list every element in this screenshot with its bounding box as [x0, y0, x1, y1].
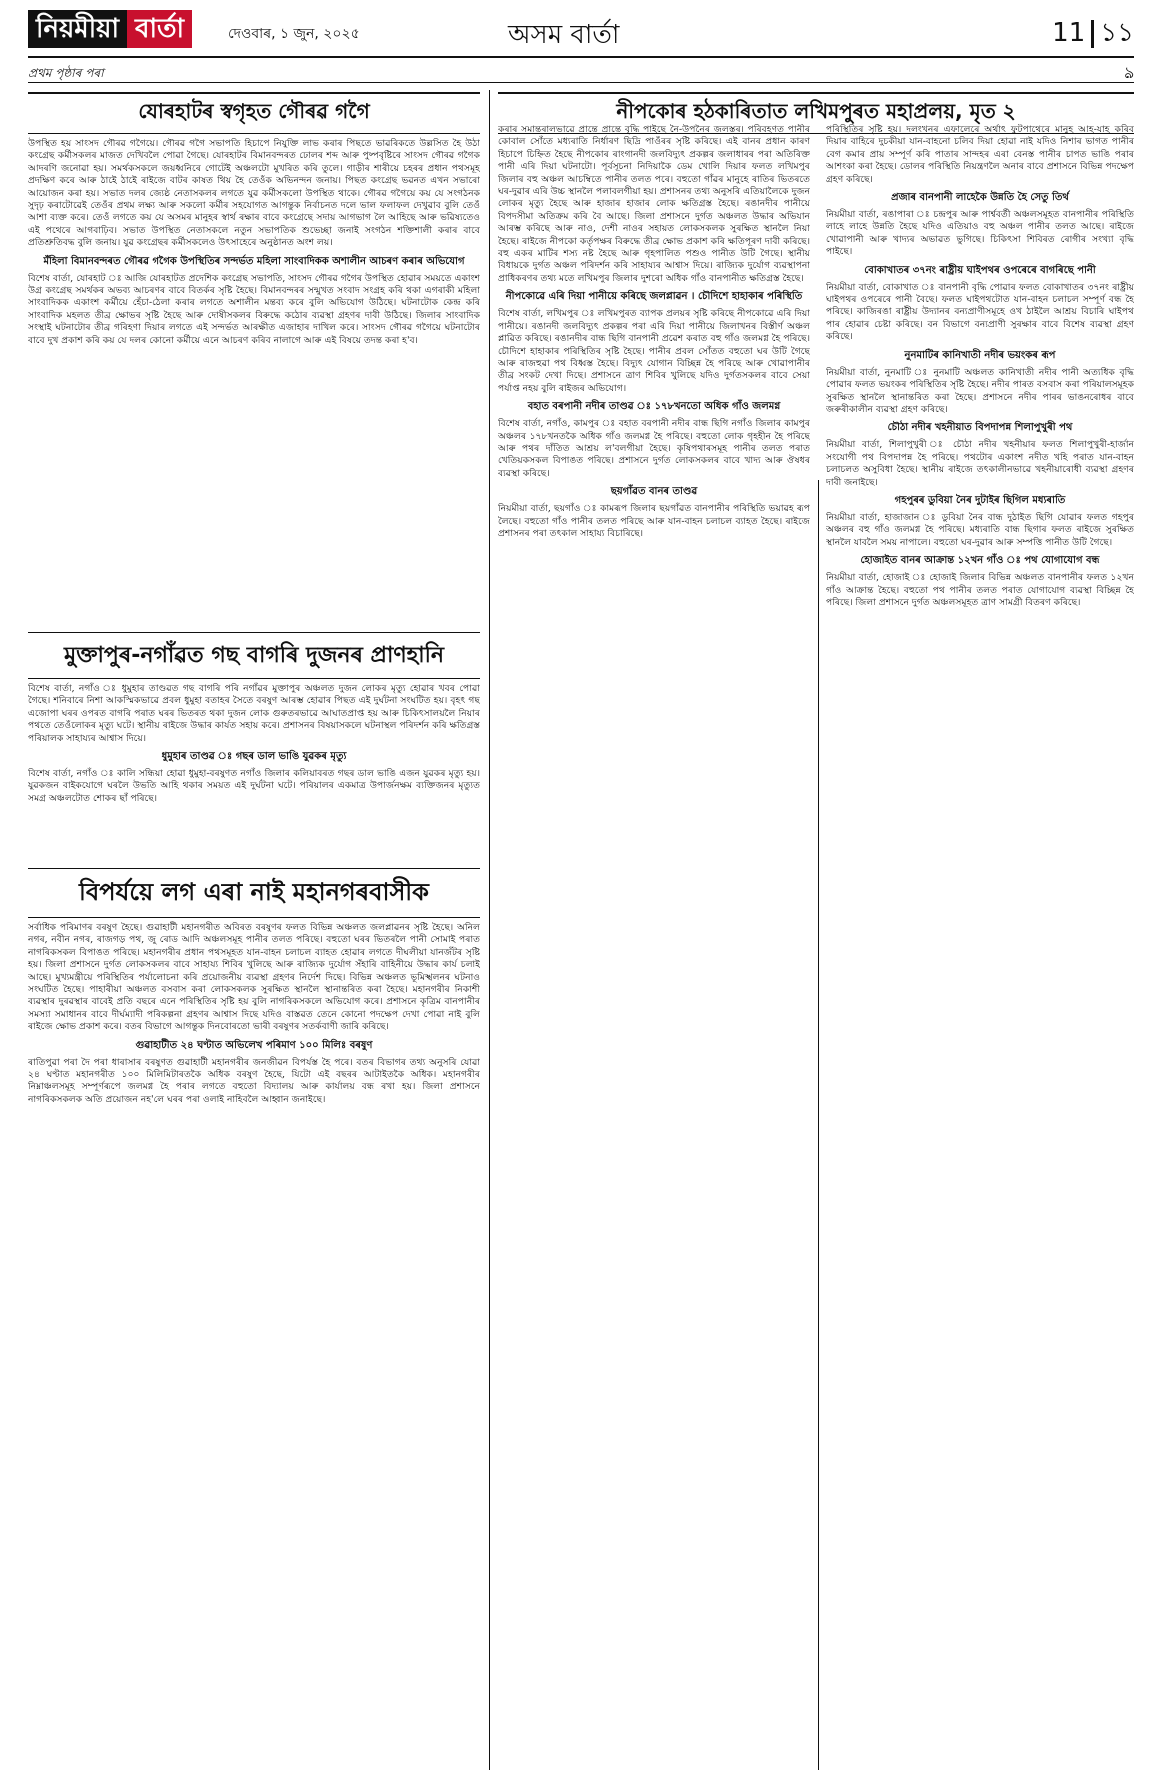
- article-body-2: নিয়মীয়া বাৰ্তা, ৰঙাপাৰা ঃ চন্দ্ৰপুৰ আৰু পাৰ্শ্ববৰ্তী অঞ্চলসমূহত বানপানীৰ পৰিস্থিতি লাহে লাহে উন্নতি হৈছে যদিও এতিয়াও বহু অঞ্চল পানীৰ তলত আছে। ৰাইজে খোৱাপানী আৰু খাদ্যৰ অভাৱত ভুগিছে। চিকিৎসা শিবিৰত ৰোগীৰ সংখ্যা বৃদ্ধি পাইছে।: [826, 209, 1134, 258]
- subheadline: প্ৰজাৰ বানপানী লাহেকৈ উন্নতি হৈ সেতু তিৰ্থ: [891, 192, 1069, 204]
- subheadline: মঁহিলা বিমানবন্দৰত গৌৰৱ গগৈক উপস্থিতিৰ সন্দৰ্ভত মহিলা সাংবাদিকক অশালীন আচৰণ কৰাৰ অভিযোগ: [43, 255, 465, 267]
- subheadline-2: বহাত বৰপানী নদীৰ তাণ্ডৱ ঃ ১৭৮খনতো অধিক গাঁও জলমগ্ন: [527, 401, 781, 413]
- article-gaurav: [28, 92, 480, 627]
- article-body-3: বিশেষ বাৰ্তা, নগাঁও, কামপুৰ ঃ বহাত বৰপানী নদীৰ বান্ধ ছিগি নগাঁও জিলাৰ কামপুৰ অঞ্চলৰ ১৭৮খনতকৈ অধিক গাঁও জলমগ্ন হৈ পৰিছে। বহুতো লোক গৃহহীন হৈ পৰিছে আৰু পথৰ দাঁতিত আশ্ৰয় ল'বলগীয়া হৈছে। কৃষিপথাৰসমূহ পানীৰ তলত পৰাত খেতিয়কসকল বিপাঙত পৰিছে। প্ৰশাসনে দুৰ্গত লোকসকলৰ বাবে খাদ্য আৰু ঔষধৰ ব্যৱস্থা কৰিছে।: [498, 418, 810, 479]
- article-body-2: ৰাতিপুৱা পৰা দৈ পৰা ধাৰাসাৰ বৰষুণত গুৱাহাটী মহানগৰীৰ জনজীৱন বিপৰ্যস্ত হৈ পৰে। বতৰ বিভাগৰ তথ্য অনুসৰি যোৱা ২৪ ঘণ্টাত মহানগৰীত ১০০ মিলিমিটাৰতকৈ অধিক বৰষুণ হৈছে, যিটো এই বছৰৰ আটাইতকৈ অধিক। মহানগৰীৰ নিম্নাঞ্চলসমূহ সম্পূৰ্ণৰূপে জলমগ্ন হৈ পৰাৰ লগতে বহুতো বিদ্যালয় আৰু কাৰ্যালয় বন্ধ ৰখা হয়। জিলা প্ৰশাসনে নাগৰিকসকলক অতি প্ৰয়োজন নহ'লে ঘৰৰ পৰা ওলাই নাহিবলৈ আহ্বান জনাইছে।: [28, 1056, 480, 1105]
- continuation-label: প্ৰথম পৃষ্ঠাৰ পৰা: [28, 66, 104, 80]
- article-body-6: নিয়মীয়া বাৰ্তা, হাজাজান ঃ ডুবিয়া নৈৰ বান্ধ দুঠাইত ছিগি যোৱাৰ ফলত গহপুৰ অঞ্চলৰ বহু গাঁও জলমগ্ন হৈ পৰিছে। মধ্যৰাতি বান্ধ ছিগাৰ ফলত ৰাইজে সুৰক্ষিত স্থানলৈ যাবলৈ সময় নাপালে। বহুতো ঘৰ-দুৱাৰ আৰু সম্পত্তি পানীত উটি গৈছে।: [826, 511, 1134, 548]
- article-body: কৰাৰ সমান্তৰালভাৱে প্ৰান্তে প্ৰান্তে বৃদ্ধি পাইছে নৈ-উপনৈৰ জলস্তৰ। পৰিবহণত পানীৰ কোবাল সোঁতে মধ্যৰাতি নিৰ্ধাৰণ ছিদ্ৰি পাওঁৰৰ সৃষ্টি কৰিছে। এই বানৰ প্ৰধান কাৰণ হিচাপে চিহ্নিত হৈছে নীপকোৰ ৰাংগানদী জলবিদ্যুৎ প্ৰকল্পৰ জলাধাৰৰ পৰা অতিৰিক্ত পানী এৰি দিয়া ঘটনাটো। পূৰ্বসূচনা নিদিয়াকৈ ডেম খোলি দিয়াৰ ফলত লখিমপুৰ জিলাৰ বহু অঞ্চল আচম্বিতে পানীৰ তলত পৰে। বহুতো গাঁৱৰ মানুহে ৰাতিৰ ভিতৰতে ঘৰ-দুৱাৰ এৰি উচ্চ স্থানলৈ পলাবলগীয়া হয়। প্ৰশাসনৰ তথ্য অনুসৰি এতিয়ালৈকে দুজন লোকৰ মৃত্যু হৈছে আৰু হাজাৰ হাজাৰ লোক ক্ষতিগ্ৰস্ত হৈছে। ৰঙানদীৰ পানীয়ে বিপদসীমা অতিক্ৰম কৰি বৈ আছে। জিলা প্ৰশাসনে দুৰ্গত অঞ্চলত উদ্ধাৰ অভিযান আৰম্ভ কৰিছে আৰু নাও, দেশী নাওৰ সহায়ত লোকসকলক সুৰক্ষিত স্থানলৈ নিয়া হৈছে। ৰাইজে নীপকো কৰ্তৃপক্ষৰ বিৰুদ্ধে তীব্ৰ ক্ষোভ প্ৰকাশ কৰি ক্ষতিপূৰণ দাবী কৰিছে। বহু একৰ মাটিৰ শস্য নষ্ট হৈছে আৰু গৃহপালিত পশুও পানীত উটি গৈছে। স্থানীয় বিধায়কে দুৰ্গত অঞ্চল পৰিদৰ্শন কৰি সাহায্যৰ আশ্বাস দিয়ে। ৰাজ্যিক দুৰ্যোগ ব্যৱস্থাপনা প্ৰাধিকৰণৰ তথ্য মতে লখিমপুৰ জিলাৰ দুশৰো অধিক গাঁও বানপানীত ক্ষতিগ্ৰস্ত হৈছে।: [498, 124, 810, 284]
- page-number: [1052, 12, 1134, 56]
- subheadline: গুৱাহাটীত ২৪ ঘণ্টাত অভিলেখ পৰিমাণ ১০০ মিলিঃ বৰষুণ: [135, 1039, 373, 1051]
- headline: মুক্তাপুৰ-নগাঁৱত গছ বাগৰি দুজনৰ প্ৰাণহানি: [28, 638, 480, 679]
- masthead-rule: [28, 56, 1134, 58]
- article-body-5: নিয়মীয়া বাৰ্তা, শিলাপুখুৰী ঃ চৌঠা নদীৰ খহনীয়াৰ ফলত শিলাপুখুৰী-হাৰ্জান সংযোগী পথ বিপদাপন্ন হৈ পৰিছে। পথটোৰ একাংশ নদীত খহি পৰাত যান-বাহন চলাচলত অসুবিধা হৈছে। স্থানীয় ৰাইজে তৎকালীনভাৱে খহনীয়াৰোধী ব্যৱস্থা গ্ৰহণৰ দাবী জনাইছে।: [826, 439, 1134, 488]
- right-column-news: [826, 124, 1134, 1769]
- article-body: উপস্থিত হয় সাংসদ গৌৰৱ গগৈয়ে। গৌৰৱ গগৈ সভাপতি হিচাপে নিযুক্তি লাভ কৰাৰ পিছতে ভাৱৰিকতে উল্লসিত হৈ উঠা কংগ্ৰেছ কৰ্মীসকলৰ মাজত দেখিবলৈ পোৱা গৈছে। যোৰহাটৰ বিমানবন্দৰত ঢোলৰ শব্দ আৰু পুষ্পবৃষ্টিৰে সাংসদ গৌৰৱ গগৈক আদৰণি জনোৱা হয়। সমৰ্থকসকলে জয়ধ্বনিৰে গোটেই অঞ্চলটো মুখৰিত কৰি তুলে। গাড়ীৰ শাৰীয়ে চহৰৰ প্ৰধান পথসমূহ প্ৰদক্ষিণ কৰে আৰু ঠাইে ঠাইে ৰাইজে বাটৰ কাষত থিয় হৈ তেওঁক অভিনন্দন জনায়। পিছত কংগ্ৰেছ ভৱনত এখন সভাৰো আয়োজন কৰা হয়। সভাত দলৰ জ্যেষ্ঠ নেতাসকলৰ লগতে যুৱ কৰ্মীসকলো উপস্থিত থাকে। গৌৰৱ গগৈয়ে কয় যে সংগঠনক সুদৃঢ় কৰাটোৱেই তেওঁৰ প্ৰথম লক্ষ্য আৰু সকলো কৰ্মীৰ সহযোগত আগন্তুক নিৰ্বাচনত দলে ভাল ফলাফল দেখুৱাব বুলি তেওঁ আশা ব্যক্ত কৰে। তেওঁ লগতে কয় যে অসমৰ মানুহৰ স্বাৰ্থ ৰক্ষাৰ বাবে কংগ্ৰেছে সদায় আগভাগ লৈ আহিছে আৰু ভৱিষ্যতেও এই পথেৰে আগবাঢ়িব। সভাত উপস্থিত নেতাসকলে নতুন সভাপতিক শুভেচ্ছা জনাই সংগঠন শক্তিশালী কৰাৰ বাবে প্ৰতিশ্ৰুতিবদ্ধ বুলি জনায়। যুৱ কংগ্ৰেছৰ কৰ্মীসকলেও উৎসাহেৰে অনুষ্ঠানত অংশ লয়।: [28, 138, 480, 249]
- subheadline-4: চৌঠা নদীৰ খহনীয়াত বিপদাপন্ন শিলাপুখুৰী পথ: [887, 422, 1073, 434]
- headline: নীপকোৰ হঠকাৰিতাত লখিমপুৰত মহাপ্ৰলয়, মৃত ২: [498, 92, 1134, 134]
- subheadline: ধুমুহাৰ তাণ্ডৱ ঃ গছৰ ডাল ভাঙি যুৱকৰ মৃত্যু: [161, 751, 347, 763]
- article-divider: [28, 868, 480, 869]
- subheadline-2: বোকাখাতৰ ৩৭নং ৰাষ্ট্ৰীয় ঘাইপথৰ ওপৰেৰে বাগৰিছে পানী: [864, 264, 1096, 276]
- page-number-divider: [1091, 20, 1094, 48]
- article-body-4: নিয়মীয়া বাৰ্তা, ছয়গাঁও ঃ কামৰূপ জিলাৰ ছয়গাঁৱত বানপানীৰ পৰিস্থিতি ভয়াৱহ ৰূপ লৈছে। বহুতো গাঁও পানীৰ তলত পৰিছে আৰু যান-বাহন চলাচল ব্যাহত হৈছে। ৰাইজে প্ৰশাসনৰ পৰা তৎকাল সাহায্য বিচাৰিছে।: [498, 503, 810, 539]
- masthead: [28, 8, 1134, 52]
- continuation-line: [28, 62, 1134, 83]
- article-body-2: বিশেষ বাৰ্তা, নগাঁও ঃ কালি সন্ধিয়া হোৱা ধুমুহা-বৰষুণত নগাঁও জিলাৰ কলিয়াবৰত গছৰ ডাল ভাঙি এজন যুৱকৰ মৃত্যু হয়। যুৱকজন বাইকযোগে ঘৰলৈ উভতি আহি থকাৰ সময়ত এই দুৰ্ঘটনা ঘটে। পৰিয়ালৰ একমাত্ৰ উপাৰ্জনক্ষম ব্যক্তিজনৰ মৃত্যুত সমগ্ৰ অঞ্চলটোত শোকৰ ছাঁ পৰিছে।: [28, 768, 480, 804]
- subheadline-5: গহপুৰৰ ডুবিয়া নৈৰ দুটাইৰ ছিগিল মধ্যৰাতি: [894, 494, 1066, 506]
- column-divider: [489, 90, 490, 1770]
- headline: বিপৰ্যয়ে লগ এৰা নাই মহানগৰবাসীক: [28, 874, 480, 918]
- ornament-icon: ঌ: [1124, 63, 1134, 82]
- article-body-4: নিয়মীয়া বাৰ্তা, নুনমাটি ঃ নুনমাটি অঞ্চলত কানিখাতী নদীৰ পানী অত্যধিক বৃদ্ধি পোৱাৰ ফলত ভয়ংকৰ পৰিস্থিতিৰ সৃষ্টি হৈছে। নদীৰ পাৰত বসবাস কৰা পৰিয়ালসমূহক সুৰক্ষিত স্থানলৈ স্থানান্তৰিত কৰা হৈছে। প্ৰশাসনে নদীৰ পাৰৰ ভাঙনৰোধৰ বাবে জৰুৰীকালীন ব্যৱস্থা গ্ৰহণ কৰিছে।: [826, 366, 1134, 415]
- article-body: বিশেষ বাৰ্তা, নগাঁও ঃ ধুমুহাৰ তাণ্ডৱত গছ বাগৰি পৰি নগাঁৱৰ মুক্তাপুৰ অঞ্চলত দুজন লোকৰ মৃত্যু হোৱাৰ খবৰ পোৱা গৈছে। শনিবাৰে নিশা আকস্মিকভাৱে প্ৰবল ধুমুহা বতাহৰ সৈতে বৰষুণ আৰম্ভ হোৱাৰ পিছত এই দুৰ্ঘটনা সংঘটিত হয়। বৃহৎ গছ এজোপা ঘৰৰ ওপৰত বাগৰি পৰাত ঘৰৰ ভিতৰত থকা দুজন লোক গুৰুতৰভাৱে আঘাতপ্ৰাপ্ত হয় আৰু চিকিৎসালয়লৈ নিয়াৰ পথতে তেওঁলোকৰ মৃত্যু ঘটে। স্থানীয় ৰাইজে উদ্ধাৰ কাৰ্যত সহায় কৰে। প্ৰশাসনৰ বিষয়াসকলে ঘটনাস্থল পৰিদৰ্শন কৰি ক্ষতিগ্ৰস্ত পৰিয়ালক সাহায্যৰ আশ্বাস দিয়ে।: [28, 683, 480, 744]
- page-number-latin: 11: [1052, 18, 1086, 48]
- section-title: অসম বাৰ্তা: [508, 20, 620, 50]
- dateline: দেওবাৰ, ১ জুন, ২০২৫: [228, 26, 360, 42]
- subheadline-3: নুনমাটিৰ কানিখাতী নদীৰ ভয়ংকৰ ৰূপ: [904, 349, 1056, 361]
- subheadline-3: ছয়গাঁৱত বানৰ তাণ্ডৱ: [610, 486, 698, 498]
- article-divider: [28, 632, 480, 633]
- article-muktapur: [28, 638, 480, 863]
- article-flood: [28, 874, 480, 1769]
- logo-black-part: নিয়মীয়া: [28, 10, 127, 48]
- logo-red-part: বাৰ্তা: [127, 10, 192, 48]
- lakhimpur-column: [498, 124, 810, 1769]
- article-body-3: নিয়মীয়া বাৰ্তা, বোকাখাত ঃ বানপানী বৃদ্ধি পোৱাৰ ফলত বোকাখাতৰ ৩৭নং ৰাষ্ট্ৰীয় ঘাইপথৰ ওপৰেৰে পানী বৈছে। ফলত ঘাইপথটোত যান-বাহন চলাচল সম্পূৰ্ণ বন্ধ হৈ পৰিছে। কাজিৰঙা ৰাষ্ট্ৰীয় উদ্যানৰ বন্যপ্ৰাণীসমূহে ওখ ঠাইলৈ আশ্ৰয় বিচাৰি ঘাইপথ পাৰ হোৱাৰ চেষ্টা কৰিছে। বন বিভাগে বন্যপ্ৰাণী সুৰক্ষাৰ বাবে বিশেষ ব্যৱস্থা গ্ৰহণ কৰিছে।: [826, 281, 1134, 343]
- newspaper-logo: [28, 10, 192, 48]
- article-body-2: বিশেষ বাৰ্তা, যোৰহাট ঃ আজি যোৰহাটত প্ৰদেশিক কংগ্ৰেছ সভাপতি, সাংসদ গৌৰৱ গগৈৰ উপস্থিত হোৱাৰ সময়তে একাংশ উগ্ৰ কংগ্ৰেছ সমৰ্থকৰ অভব্য আচৰণৰ বাবে বিতৰ্কৰ সৃষ্টি হৈছে। বিমানবন্দৰৰ সন্মুখত সংবাদ সংগ্ৰহ কৰি থকা এগৰাকী মহিলা সাংবাদিকক একাংশ কৰ্মীয়ে হেঁচা-ঠেলা কৰাৰ লগতে অশালীন মন্তব্য কৰে বুলি অভিযোগ উঠিছে। ঘটনাটোক কেন্দ্ৰ কৰি সাংবাদিক মহলত তীব্ৰ ক্ষোভৰ সৃষ্টি হৈছে আৰু দোষীসকলৰ বিৰুদ্ধে কঠোৰ ব্যৱস্থা গ্ৰহণৰ দাবী উঠিছে। জিলাৰ সাংবাদিক সংস্থাই ঘটনাটোৰ তীব্ৰ গৰিহণা দিয়াৰ লগতে এই সন্দৰ্ভত আৰক্ষীত এজাহাৰ দাখিল কৰে। সাংসদ গৌৰৱ গগৈয়ে ঘটনাটোৰ বাবে দুখ প্ৰকাশ কৰি কয় যে দলৰ কোনো কৰ্মীয়ে এনে আচৰণ কৰিব নালাগে আৰু এই বিষয়ে তদন্ত কৰা হ'ব।: [28, 272, 480, 346]
- article-body: পৰিস্থিতিৰ সৃষ্টি হয়। দলংখনৰ এফালেৰে অৰ্থাৎ ফুটপাথেৰে মানুহ আহ-যাহ কৰিব দিয়াৰ বাহিৰে দুচকীয়া যান-বাহনো চলিব দিয়া হোৱা নাই যদিও নিশাৰ ভাগত পানীৰ বেগ কমাৰ প্ৰায় সম্পূৰ্ণ কৰি পাতাৰ সান্দহৰ এৰা বেনস্ত পানীৰ চাপত ভাঙি পৰাৰ আশংকা কৰা হৈছে। ডোলৰ পৰিস্থিতি নিয়ন্ত্ৰণলৈ অনাৰ বাবে প্ৰশাসনে বিভিন্ন পদক্ষেপ গ্ৰহণ কৰিছে।: [826, 124, 1134, 185]
- page-number-bengali: ১১: [1100, 18, 1134, 48]
- subheadline-6: হোজাইত বানৰ আক্ৰান্ত ১২খন গাঁও ঃ পথ যোগাযোগ বন্ধ: [860, 555, 1100, 567]
- headline: যোৰহাটৰ স্বগৃহত গৌৰৱ গগৈ: [28, 92, 480, 134]
- article-body-7: নিয়মীয়া বাৰ্তা, হোজাই ঃ হোজাই জিলাৰ বিভিন্ন অঞ্চলত বানপানীৰ ফলত ১২খন গাঁও আক্ৰান্ত হৈছে। বহুতো পথ পানীৰ তলত পৰাত যোগাযোগ ব্যৱস্থা বিচ্ছিন্ন হৈ পৰিছে। জিলা প্ৰশাসনে দুৰ্গত অঞ্চলসমূহত ত্ৰাণ সামগ্ৰী বিতৰণ কৰিছে।: [826, 572, 1134, 608]
- subheadline: নীপকোৱে এৰি দিয়া পানীয়ে কৰিছে জলপ্লাৱন । চৌদিশে হাহাকাৰ পৰিস্থিতি: [505, 291, 803, 303]
- article-body-2: বিশেষ বাৰ্তা, লখিমপুৰ ঃ লখিমপুৰত ব্যাপক প্ৰলয়ৰ সৃষ্টি কৰিছে নীপকোৱে এৰি দিয়া পানীয়ে। ৰঙানদী জলবিদ্যুৎ প্ৰকল্পৰ পৰা এৰি দিয়া পানীয়ে জিলাখনৰ বিস্তীৰ্ণ অঞ্চল প্লাৱিত কৰিছে। ৰঙানদীৰ বান্ধ ছিগি বানপানী প্ৰৱেশ কৰাত বহু গাঁও জলমগ্ন হৈ পৰিছে। চৌদিশে হাহাকাৰ পৰিস্থিতিৰ সৃষ্টি হৈছে। পানীৰ প্ৰবল সোঁতত বহুতো ঘৰ উটি গৈছে আৰু ৰাজহুৱা পথ বিধ্বস্ত হৈছে। বিদ্যুৎ যোগান বিচ্ছিন্ন হৈ পৰিছে আৰু খোৱাপানীৰ তীব্ৰ সংকট দেখা দিছে। প্ৰশাসনে ত্ৰাণ শিবিৰ খুলিছে যদিও দুৰ্গতসকলৰ বাবে সেয়া পৰ্যাপ্ত নহয় বুলি ৰাইজৰ অভিযোগ।: [498, 308, 810, 394]
- article-body: সৰ্বাধিক পৰিমাণৰ বৰষুণ হৈছে। গুৱাহাটী মহানগৰীত অবিৰত বৰষুণৰ ফলত বিভিন্ন অঞ্চলত জলপ্লাৱনৰ সৃষ্টি হৈছে। অনিল নগৰ, নবীন নগৰ, ৰাজগড় পথ, জু ৰোড আদি অঞ্চলসমূহ পানীৰ তলত পৰিছে। বহুতো ঘৰৰ ভিতৰলৈ পানী সোমাই পৰাত নাগৰিকসকল বিপাঙত পৰিছে। মহানগৰীৰ প্ৰধান পথসমূহত যান-বাহন চলাচল ব্যাহত হোৱাৰ লগতে দীঘলীয়া যানজঁটৰ সৃষ্টি হয়। জিলা প্ৰশাসনে দুৰ্গত লোকসকলৰ বাবে সাহায্য শিবিৰ খুলিছে আৰু ৰাজ্যিক দুৰ্যোগ সঁহাৰি বাহিনীয়ে উদ্ধাৰ কাৰ্য চলাই আছে। মুখ্যমন্ত্ৰীয়ে পৰিস্থিতিৰ পৰ্যালোচনা কৰি প্ৰয়োজনীয় ব্যৱস্থা গ্ৰহণৰ নিৰ্দেশ দিছে। বিভিন্ন অঞ্চলত ভূমিস্খলনৰ ঘটনাও সংঘটিত হৈছে। পাহাৰীয়া অঞ্চলত বসবাস কৰা লোকসকলক সুৰক্ষিত স্থানলৈ স্থানান্তৰিত কৰা হৈছে। মহানগৰীৰ নিকাশী ব্যৱস্থাৰ দুৰৱস্থাৰ বাবেই প্ৰতি বছৰে এনে পৰিস্থিতিৰ সৃষ্টি হয় বুলি নাগৰিকসকলে অভিযোগ কৰে। প্ৰশাসনে কৃত্ৰিম বানপানীৰ সমস্যা সমাধানৰ বাবে দীৰ্ঘম্যাদী পৰিকল্পনা গ্ৰহণৰ আশ্বাস দিছে যদিও বাস্তৱত তেনে কোনো পদক্ষেপ দেখা পোৱা নাই বুলি ৰাইজে ক্ষোভ প্ৰকাশ কৰে। বতৰ বিভাগে আগন্তুক দিনবোৰতো ভাৰী বৰষুণৰ সতৰ্কবাণী জাৰি কৰিছে।: [28, 922, 480, 1033]
